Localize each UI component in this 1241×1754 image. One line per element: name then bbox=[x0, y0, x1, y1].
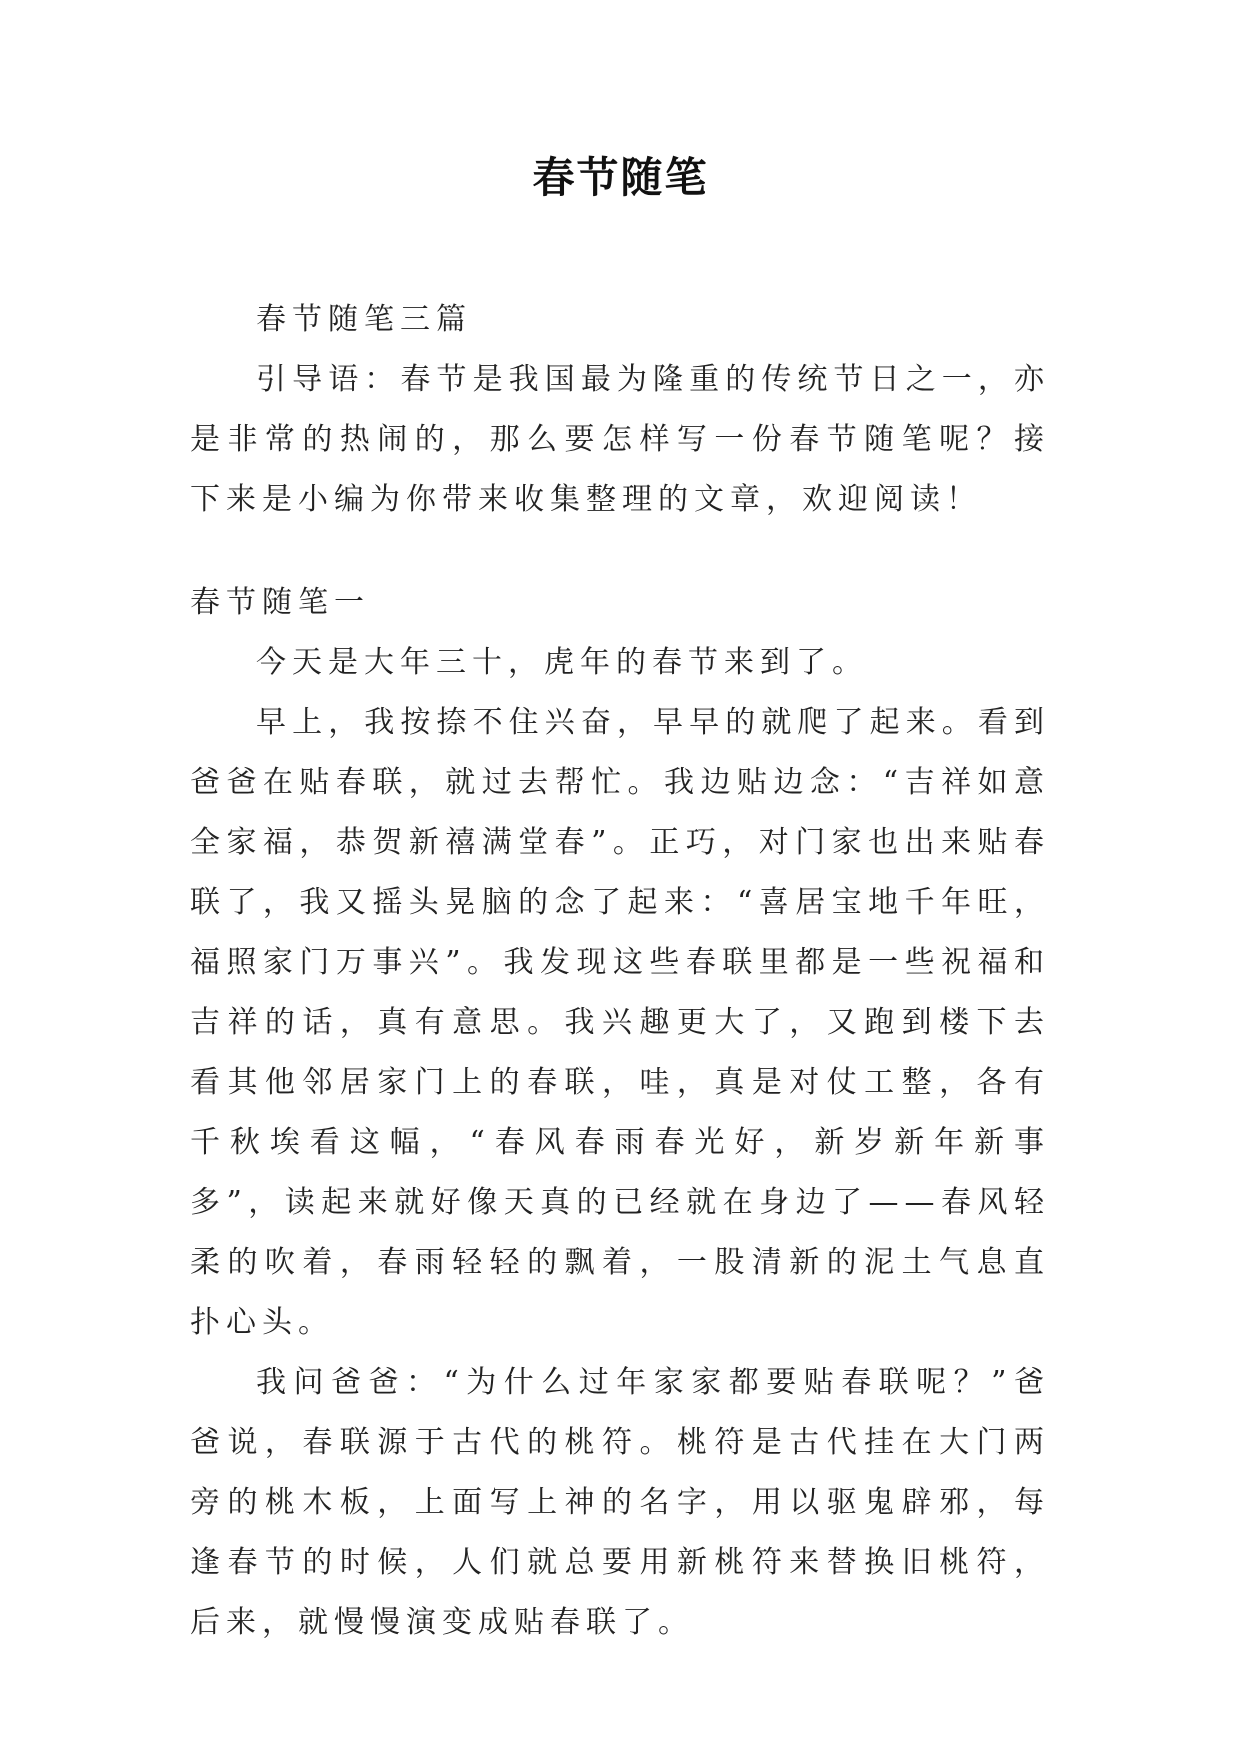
document-title: 春节随笔 bbox=[532, 153, 709, 202]
subtitle: 春节随笔三篇 bbox=[256, 302, 472, 337]
section-heading: 春节随笔一 bbox=[190, 585, 370, 620]
paragraph-1: 今天是大年三十，虎年的春节来到了。 bbox=[256, 645, 868, 680]
intro-block bbox=[190, 290, 1050, 530]
essay-block bbox=[190, 573, 1050, 1653]
paragraph-2: 早上，我按捺不住兴奋，早早的就爬了起来。看到爸爸在贴春联，就过去帮忙。我边贴边念：“吉祥如意全家福，恭贺新禧满堂春”。正巧，对门家也出来贴春联了，我又摇头晃脑的念了起来：“喜居宝地千年旺，福照家门万事兴”。我发现这些春联里都是一些祝福和吉祥的话，真有意思。我兴趣更大了，又跑到楼下去看其他邻居家门上的春联，哇，真是对仗工整，各有千秋埃看这幅，“春风春雨春光好，新岁新年新事多”，读起来就好像天真的已经就在身边了——春风轻柔的吹着，春雨轻轻的飘着，一股清新的泥土气息直扑心头。 bbox=[190, 705, 1050, 1340]
intro-paragraph: 引导语：春节是我国最为隆重的传统节日之一，亦是非常的热闹的，那么要怎样写一份春节随笔呢？接下来是小编为你带来收集整理的文章，欢迎阅读！ bbox=[190, 362, 1050, 517]
paragraph-3: 我问爸爸：“为什么过年家家都要贴春联呢？”爸爸说，春联源于古代的桃符。桃符是古代挂在大门两旁的桃木板，上面写上神的名字，用以驱鬼辟邪，每逢春节的时候，人们就总要用新桃符来替换旧桃符，后来，就慢慢演变成贴春联了。 bbox=[190, 1365, 1050, 1640]
